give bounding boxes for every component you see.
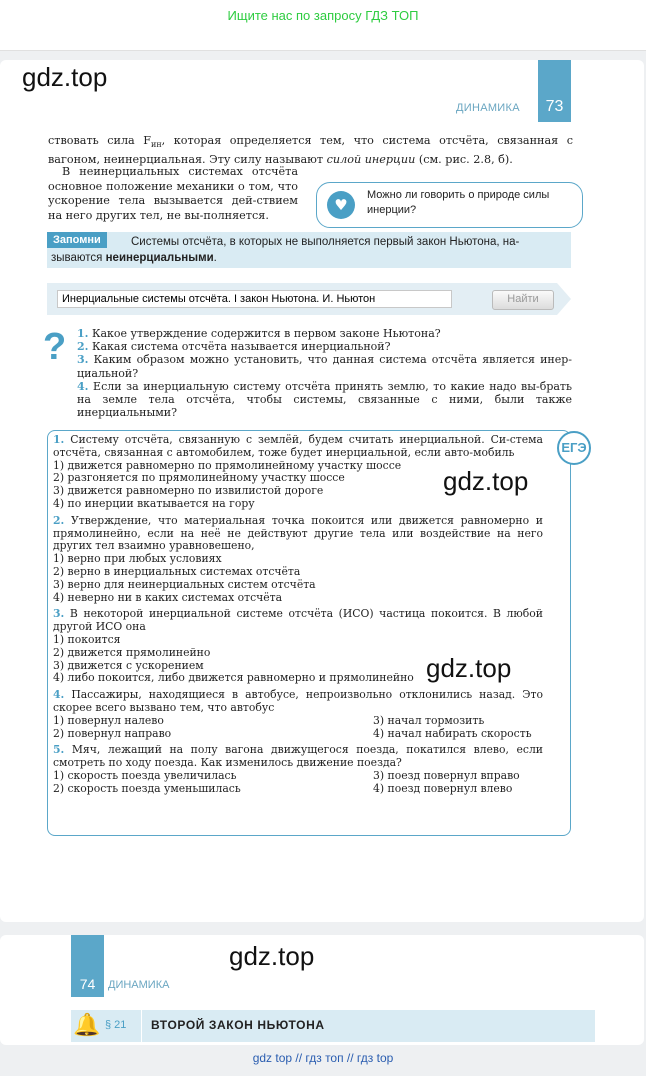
paragraph-number: § 21	[105, 1019, 127, 1031]
list-item: 1. Какое утверждение содержится в первом законе Ньютона?	[77, 327, 441, 340]
chapter-title: ВТОРОЙ ЗАКОН НЬЮТОНА	[151, 1018, 325, 1032]
answer-option: 1) движется равномерно по прямолинейному участку шоссе	[53, 458, 402, 472]
test-question: 2. Утверждение, что материальная точка покоится или движется равномерно и прямолинейно, если на неё не действуют другие тела или воздействие на него других тел взаимно уравновешено, 1) верно при любых условиях 2) верно в инерциальных системах отсчёта 3) верно для неинерциальных систем отсчёта 4) неверно ни в каких системах отсчёта	[53, 513, 543, 604]
top-ad-bar	[0, 0, 646, 51]
watermark: gdz.top	[443, 466, 529, 496]
list-item: 3. Каким образом можно установить, что данная система отсчёта является инер-циальной?	[77, 353, 573, 380]
remember-box	[47, 232, 571, 268]
body-paragraph-2: В неинерциальных системах отсчёта основное положение механики о том, что ускорение тела вызывается дей-ствием на него других тел, не вы-полняется.	[48, 165, 298, 222]
answer-option: 1) повернул налево	[53, 713, 164, 727]
footer-links[interactable]: gdz top // гдз топ // гдз top	[252, 1051, 394, 1065]
question-bubble-text: Можно ли говорить о природе силы инерции?	[367, 189, 550, 216]
watermark: gdz.top	[22, 62, 108, 92]
answer-option: 3) движется с ускорением	[53, 658, 204, 672]
ad-text[interactable]: Ищите нас по запросу ГДЗ ТОП	[227, 8, 419, 23]
answer-option: 4) по инерции вкатывается на гору	[53, 496, 255, 510]
search-arrow	[557, 283, 571, 315]
search-bar	[47, 283, 557, 315]
list-item: 4. Если за инерциальную систему отсчёта принять землю, то какие надо вы-брать на земле тела отсчёта, чтобы системы, связанные с ними, были также инерциальными?	[77, 379, 573, 420]
answer-option: 2) разгоняется по прямолинейному участку шоссе	[53, 471, 345, 485]
watermark: gdz.top	[426, 653, 512, 683]
ege-exam-icon: ЕГЭ	[557, 431, 591, 465]
answer-option: 3) движется равномерно по извилистой дороге	[53, 484, 324, 498]
answer-option: 2) скорость поезда уменьшилась	[53, 781, 241, 795]
answer-option: 3) поезд повернул вправо	[373, 768, 520, 782]
chapter-header	[71, 1010, 595, 1042]
answer-option: 1) верно при любых условиях	[53, 552, 222, 566]
list-item: 2. Какая система отсчёта называется инерциальной?	[77, 340, 391, 354]
textbook-page-74	[0, 935, 644, 1045]
test-question: 4. Пассажиры, находящиеся в автобусе, непроизвольно отклонились назад. Это скорее всего вызвано тем, что автобус 1) повернул налево 3) начал тормозить 2) повернул направо 4) начал набирать скорость	[53, 688, 543, 740]
section-title: ДИНАМИКА	[108, 979, 170, 991]
answer-option: 2) движется прямолинейно	[53, 645, 211, 659]
test-question: 3. В некоторой инерциальной системе отсчёта (ИСО) частица покоится. В любой другой ИСО она 1) покоится 2) движется прямолинейно 3) движется с ускорением 4) либо покоится, либо движется равномерно и прямолинейно	[53, 607, 543, 685]
answer-option: 4) либо покоится, либо движется равномерно и прямолинейно	[53, 671, 414, 685]
answer-option: 3) верно для неинерциальных систем отсчёта	[53, 577, 316, 591]
answer-option: 2) повернул направо	[53, 726, 172, 740]
heart-hand-icon: ♥	[327, 191, 355, 219]
body-paragraph-1: ствовать сила $F_{ин}$, которая определяется тем, что система отсчёта, связанная с вагоном, неинерциальная. Эту силу называют силой инерции (см. рис. 2.8, б).	[48, 134, 573, 166]
page-number: 74	[79, 976, 96, 992]
remember-text: Системы отсчёта, в которых не выполняется первый закон Ньютона, на-зываются неинерциальными.	[51, 236, 520, 264]
answer-option: 4) неверно ни в каких системах отсчёта	[53, 590, 283, 604]
search-button[interactable]: Найти	[492, 290, 554, 310]
remember-label: Запомни	[47, 232, 107, 248]
answer-option: 1) покоится	[53, 632, 121, 646]
answer-option: 4) начал набирать скорость	[373, 726, 532, 740]
watermark: gdz.top	[229, 941, 315, 971]
bell-icon: 🔔	[73, 1013, 101, 1038]
answer-option: 1) скорость поезда увеличилась	[53, 768, 237, 782]
test-question: 1. Систему отсчёта, связанную с землёй, будем считать инерциальной. Си-стема отсчёта, связанная с автомобилем, тоже будет инерциальной, если авто-мобиль 1) движется равномерно по прямолинейному участку шоссе 2) разгоняется по прямолинейному участку шоссе 3) движется равномерно по извилистой дороге 4) по инерции вкатывается на гору	[53, 433, 543, 510]
test-question: 5. Мяч, лежащий на полу вагона движущегося поезда, покатился влево, если смотреть по ходу поезда. Как изменилось движение поезда? 1) скорость поезда увеличилась 3) поезд повернул вправо 2) скорость поезда уменьшилась 4) поезд повернул влево	[53, 743, 543, 795]
question-bubble	[316, 182, 583, 228]
answer-option: 3) начал тормозить	[373, 713, 485, 727]
question-mark-icon: ?	[43, 326, 67, 368]
answer-option: 4) поезд повернул влево	[373, 781, 513, 795]
textbook-page-73	[0, 60, 644, 922]
divider	[141, 1010, 142, 1042]
answer-option: 2) верно в инерциальных системах отсчёта	[53, 564, 301, 578]
review-questions	[77, 327, 572, 419]
search-input[interactable]	[57, 290, 452, 308]
page-number: 73	[545, 98, 564, 115]
section-title: ДИНАМИКА	[456, 102, 520, 114]
